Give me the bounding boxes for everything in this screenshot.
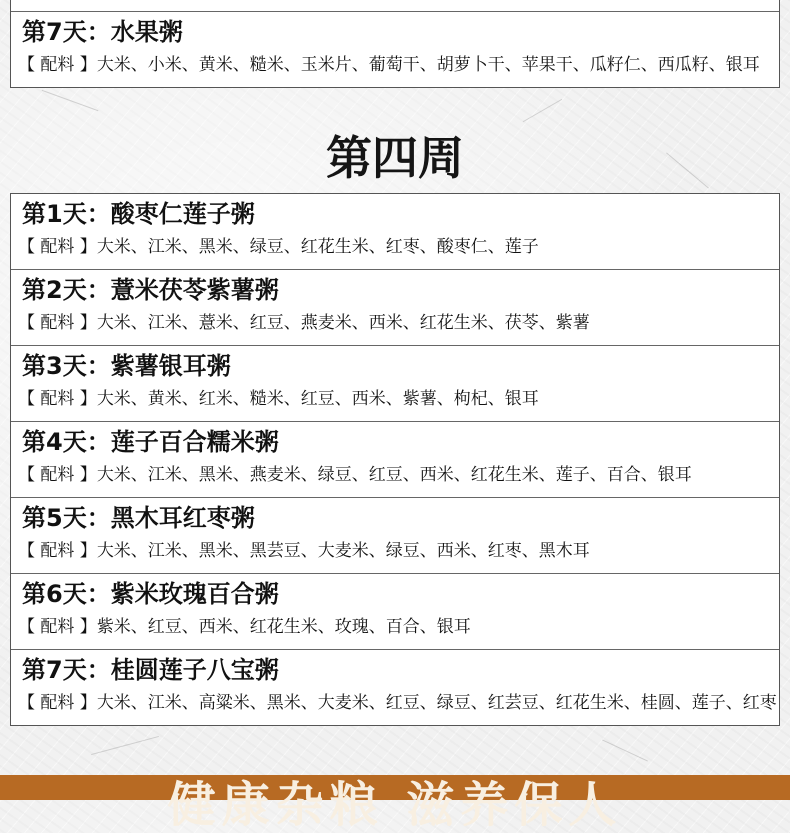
day-row [11, 11, 779, 87]
ingredients-label: 【 配料 】 [18, 313, 97, 333]
ingredients-label: 【 配料 】 [18, 389, 97, 409]
ingredients-label: 【 配料 】 [18, 541, 97, 561]
ingredients-text: 大米、江米、黑米、燕麦米、绿豆、红豆、西米、红花生米、莲子、百合、银耳 [96, 465, 692, 485]
paper-fiber [602, 739, 648, 761]
ingredients-label: 【 配料 】 [18, 465, 97, 485]
day-row [11, 345, 779, 421]
paper-fiber [523, 99, 562, 122]
previous-row-remnant [11, 0, 779, 11]
bottom-banner [0, 775, 790, 833]
day-row [11, 269, 779, 345]
ingredients-line [18, 683, 779, 725]
day-title: 第7天：桂圆莲子八宝粥 [22, 656, 279, 684]
week-four-box [10, 193, 780, 726]
day-row [11, 573, 779, 649]
day-title: 第4天：莲子百合糯米粥 [22, 428, 279, 456]
ingredients-text: 紫米、红豆、西米、红花生米、玫瑰、百合、银耳 [96, 617, 471, 637]
ingredients-label: 【 配料 】 [18, 55, 97, 75]
ingredients-label: 【 配料 】 [18, 693, 97, 713]
ingredients-text: 大米、小米、黄米、糙米、玉米片、葡萄干、胡萝卜干、苹果干、瓜籽仁、西瓜籽、银耳 [96, 55, 760, 75]
day-title: 第1天：酸枣仁莲子粥 [22, 200, 255, 228]
paper-fiber [91, 736, 159, 755]
day-title: 第2天：薏米茯苓紫薯粥 [22, 276, 279, 304]
ingredients-label: 【 配料 】 [18, 237, 97, 257]
day-row [11, 649, 779, 725]
ingredients-text: 大米、黄米、红米、糙米、红豆、西米、紫薯、枸杞、银耳 [96, 389, 539, 409]
day-row [11, 497, 779, 573]
day-title: 第6天：紫米玫瑰百合粥 [22, 580, 279, 608]
ingredients-text: 大米、江米、高粱米、黑米、大麦米、红豆、绿豆、红芸豆、红花生米、桂圆、莲子、红枣 [96, 693, 777, 713]
ingredients-line [18, 455, 779, 497]
day-title: 第5天：黑木耳红枣粥 [22, 504, 255, 532]
ingredients-text: 大米、江米、薏米、红豆、燕麦米、西米、红花生米、茯苓、紫薯 [96, 313, 590, 333]
ingredients-text: 大米、江米、黑米、绿豆、红花生米、红枣、酸枣仁、莲子 [96, 237, 539, 257]
day-row [11, 421, 779, 497]
ingredients-line [18, 531, 779, 573]
day-title: 第7天：水果粥 [22, 18, 183, 46]
ingredients-line [18, 45, 779, 87]
week-heading: 第四周 [326, 131, 464, 185]
ingredients-line [18, 607, 779, 649]
day-row [11, 194, 779, 269]
ingredients-line [18, 227, 779, 269]
ingredients-label: 【 配料 】 [18, 617, 97, 637]
day-title: 第3天：紫薯银耳粥 [22, 352, 231, 380]
ingredients-line [18, 303, 779, 345]
paper-fiber [42, 90, 99, 111]
ingredients-line [18, 379, 779, 421]
ingredients-text: 大米、江米、黑米、黑芸豆、大麦米、绿豆、西米、红枣、黑木耳 [96, 541, 590, 561]
banner-text: 健康杂粮 滋养保人 [167, 777, 623, 833]
previous-week-box [10, 0, 780, 88]
